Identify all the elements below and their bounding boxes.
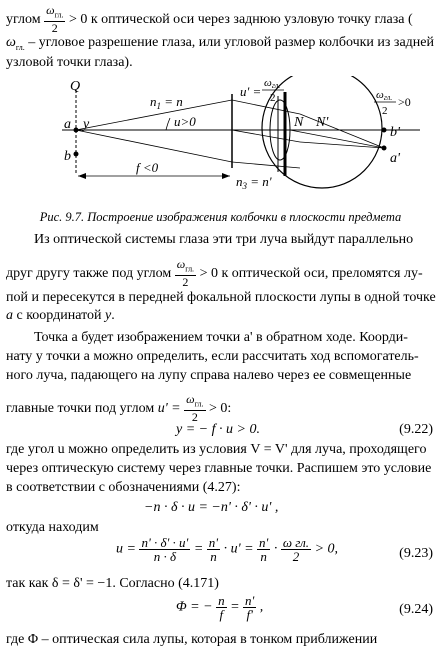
dot: . xyxy=(111,308,115,323)
fraction xyxy=(184,393,205,424)
label-y: y xyxy=(83,117,90,132)
w: ω xyxy=(264,77,272,89)
optical-diagram xyxy=(0,76,441,206)
den: n · δ xyxy=(153,549,177,564)
subscript: гл. xyxy=(15,42,25,52)
lhs: u = xyxy=(116,541,136,557)
text: – угловое разрешение глаза, или угловой размер колбочки из задней xyxy=(24,35,434,50)
frac-1 xyxy=(216,594,227,621)
p1-line-3: пой и пересекутся в передней фокальной плоскости лупы в одной точке xyxy=(6,290,436,305)
label-right-num xyxy=(376,89,392,102)
label-n3 xyxy=(236,174,272,191)
n3-sub: 3 xyxy=(242,181,247,191)
u-prime: u' = xyxy=(157,400,181,416)
n1-rest: = n xyxy=(161,94,183,109)
p3-line-1: где угол u можно определить из условия V = V' для луча, проходящего xyxy=(6,442,427,457)
label-right-gt: >0 xyxy=(398,95,411,109)
var-a: a xyxy=(6,308,13,323)
p3-line-2: через оптическую систему через главные точки. Распишем это условие xyxy=(6,461,432,476)
dot: · xyxy=(273,541,278,557)
eq: = xyxy=(230,599,240,615)
p3-line-3: в соответствии с обозначениями (4.27): xyxy=(6,480,241,495)
label-N: N xyxy=(294,115,304,130)
fraction xyxy=(175,258,196,289)
frac-2 xyxy=(207,536,220,563)
p2-line-1: Точка a будет изображением точки a' в обратном ходе. Коорди- xyxy=(34,330,408,345)
text: > 0 к оптической оси, преломятся лу- xyxy=(199,265,423,281)
text: с координатой xyxy=(13,308,106,323)
omega: ω xyxy=(46,3,55,17)
point-b xyxy=(74,152,79,157)
text: главные точки под углом xyxy=(6,400,155,416)
text: друг другу также под углом xyxy=(6,265,172,281)
point-b-prime xyxy=(382,128,387,133)
text-line-1 xyxy=(6,4,413,35)
p1-line-2 xyxy=(6,258,423,289)
label-uprime: u' = xyxy=(240,84,262,99)
label-uprime-num xyxy=(264,77,280,90)
ray-inside-3 xyxy=(290,130,384,148)
n1: n xyxy=(150,94,157,109)
rhs: > 0, xyxy=(314,541,339,557)
equation-number-9-23: (9.23) xyxy=(399,546,433,561)
den: 2 xyxy=(182,275,189,290)
ray-3b xyxy=(232,162,300,168)
num: ω гл. xyxy=(282,535,310,550)
lhs: Φ = − xyxy=(176,599,213,615)
p4-line: откуда находим xyxy=(6,520,99,535)
omega: ω xyxy=(6,35,16,50)
label-f: f <0 xyxy=(136,160,159,175)
omega: ω xyxy=(176,257,186,271)
equation-number-9-24: (9.24) xyxy=(399,602,433,617)
label-a: a xyxy=(64,117,71,132)
n3-rest: = n' xyxy=(247,174,272,189)
p6-line: где Φ – оптическая сила лупы, которая в тонком приближении xyxy=(6,632,378,647)
sub: гл. xyxy=(383,93,393,102)
equation-9-23 xyxy=(116,536,338,563)
n3: n xyxy=(236,174,243,189)
subscript: гл. xyxy=(54,10,64,20)
w: ω xyxy=(376,89,384,101)
n1-sub: 1 xyxy=(156,101,161,111)
den: 2 xyxy=(191,410,198,425)
p1-line-1: Из оптической системы глаза эти три луча выйдут параллельно xyxy=(34,232,414,247)
p2-line-2: нату y точки a можно определить, если рассчитать ход вспомогатель- xyxy=(6,349,419,364)
text: > 0 к оптической оси через заднюю узловую точку глаза ( xyxy=(68,11,413,27)
frac-4 xyxy=(281,536,311,563)
num: n xyxy=(218,593,225,608)
label-b-prime: b' xyxy=(390,125,400,140)
equation-9-22: y = − f · u > 0. xyxy=(176,422,260,437)
denominator: 2 xyxy=(51,21,58,36)
num: n' · δ' · u' xyxy=(141,535,189,550)
label-u: u>0 xyxy=(174,114,196,129)
den: f xyxy=(219,607,224,622)
fraction xyxy=(44,4,65,35)
label-right-den: 2 xyxy=(382,105,388,117)
figure-caption: Рис. 9.7. Построение изображения колбочки в плоскости предмета xyxy=(39,210,402,224)
equation-9-24 xyxy=(176,594,263,621)
eq: = xyxy=(193,541,204,557)
sub: гл. xyxy=(194,399,204,409)
mid: · u' = xyxy=(223,541,254,557)
frac-3 xyxy=(257,536,270,563)
p5-line: так как δ = δ' = −1. Согласно (4.171) xyxy=(6,576,219,591)
label-n1 xyxy=(150,94,183,111)
den: n xyxy=(260,549,267,564)
label-b: b xyxy=(64,149,71,164)
omega: ω xyxy=(186,392,195,406)
den: 2 xyxy=(292,549,300,564)
comma: , xyxy=(259,599,264,615)
label-Q: Q xyxy=(70,79,81,94)
point-a xyxy=(74,128,79,133)
num: n' xyxy=(208,535,219,550)
p1-line-4 xyxy=(6,308,115,324)
frac-1 xyxy=(139,536,190,563)
var-y: y xyxy=(105,308,112,323)
ray-1b xyxy=(232,100,300,114)
den: f' xyxy=(246,607,253,622)
label-N-prime: N' xyxy=(316,115,329,130)
equation-number-9-22: (9.22) xyxy=(399,422,433,437)
point-a-prime xyxy=(382,146,387,151)
den: n xyxy=(210,549,217,564)
label-a-prime: a' xyxy=(390,151,400,166)
text-line-3: узловой точки глаза). xyxy=(6,55,133,70)
text-line-2 xyxy=(6,35,434,56)
equation-invariant: −n · δ · u = −n' · δ' · u' , xyxy=(144,500,279,515)
sub: гл. xyxy=(271,81,281,90)
ray-3 xyxy=(76,130,232,162)
angle-u-arc xyxy=(166,118,170,130)
arrow-head-left xyxy=(78,173,86,179)
frac-2 xyxy=(243,594,256,621)
label-uprime-den: 2 xyxy=(270,92,276,104)
num: n' xyxy=(245,593,255,608)
arrow-head-right xyxy=(222,173,230,179)
eye-outline xyxy=(262,76,382,188)
text: > 0: xyxy=(209,400,232,416)
word: углом xyxy=(6,11,41,27)
sub: гл. xyxy=(185,264,195,274)
p2-line-3: ного луча, падающего на лупу справа налево через ее совмещенные xyxy=(6,368,412,383)
num: n' xyxy=(259,535,269,550)
p2-line-4 xyxy=(6,393,231,424)
